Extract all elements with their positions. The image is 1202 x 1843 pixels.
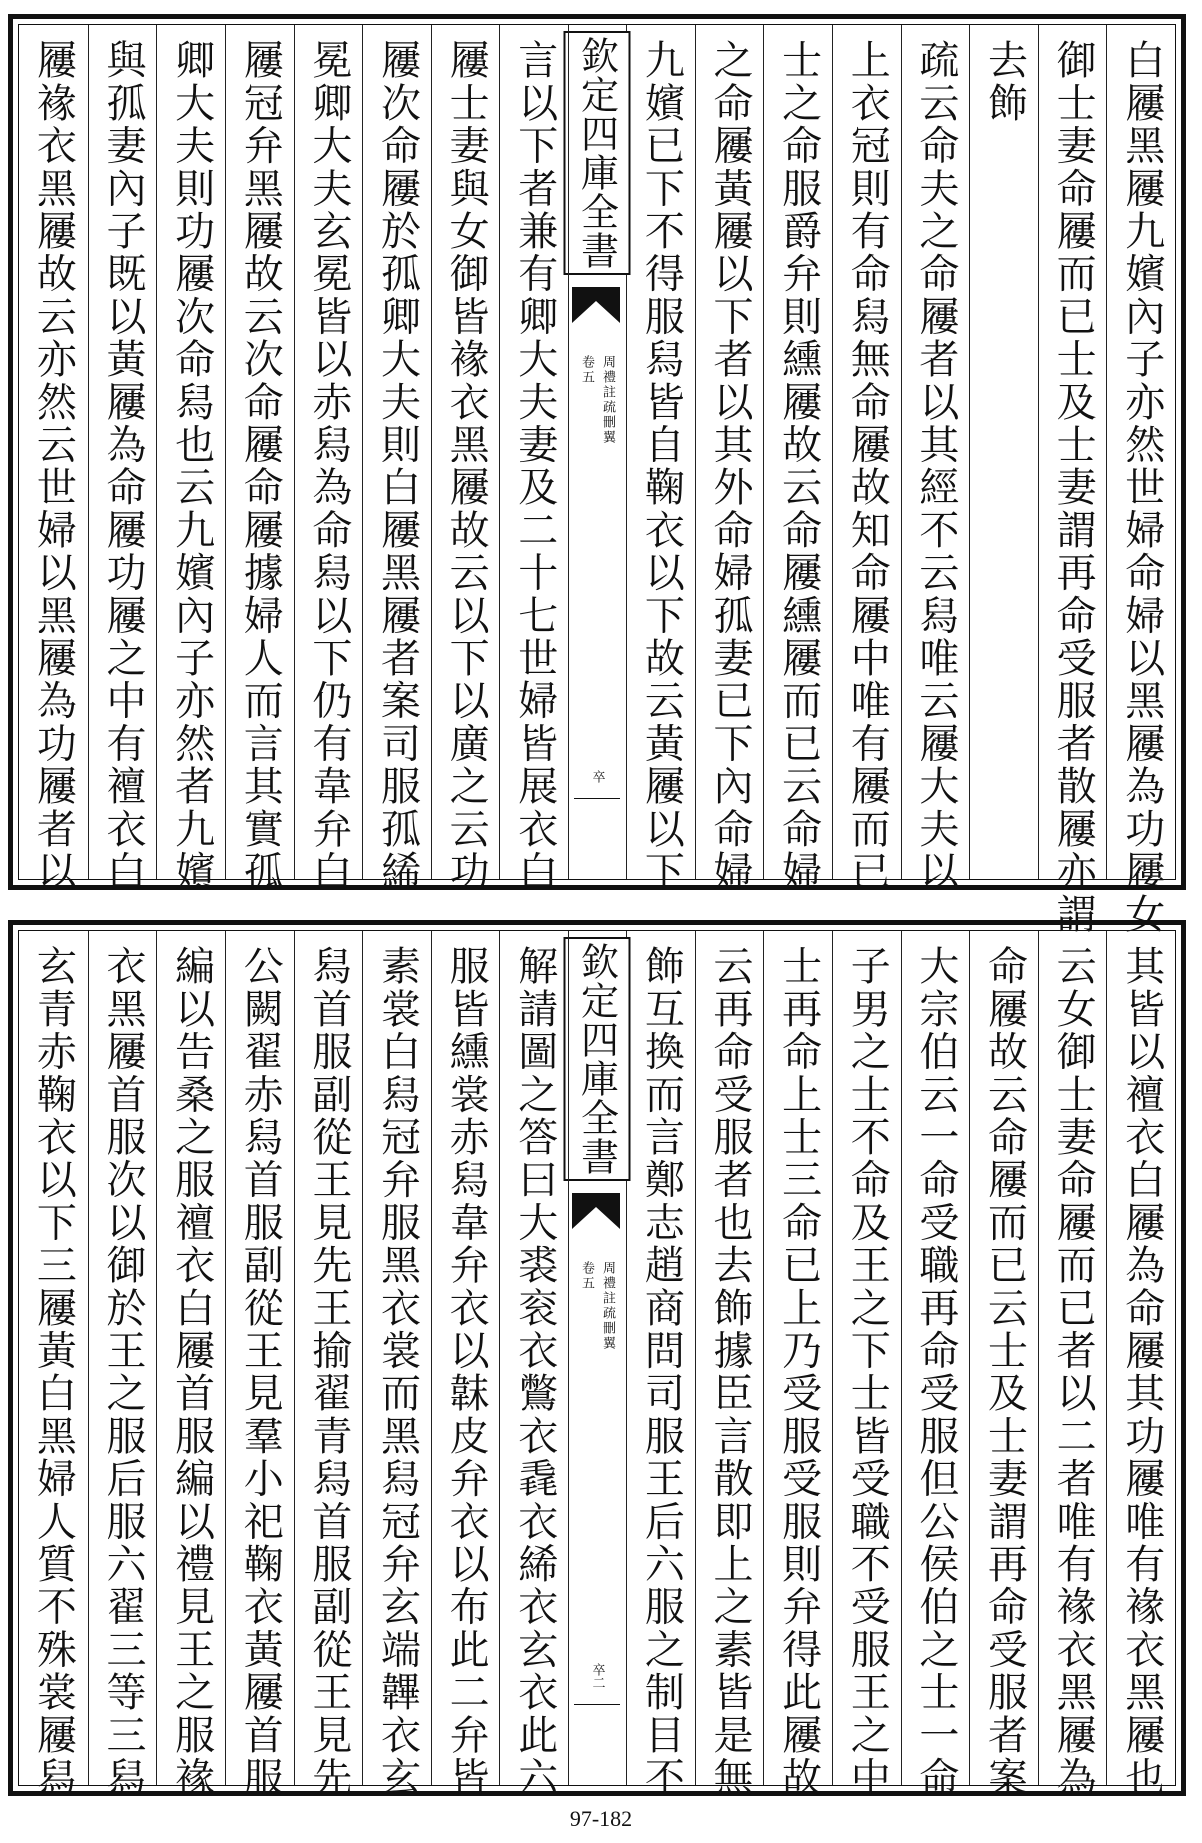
text-column	[626, 25, 696, 893]
text-column	[19, 25, 88, 893]
column-text: 云再命受服者也去飾據臣言散即上之素皆是無	[706, 945, 753, 1799]
text-column	[431, 25, 501, 893]
text-column	[156, 931, 226, 1799]
column-text: 言以下者兼有卿大夫妻及二十七世婦皆展衣白	[511, 39, 558, 893]
center-header-column	[568, 25, 626, 879]
text-column	[1038, 25, 1108, 936]
column-text: 子男之士不命及王之下士皆受職不受服王之中	[844, 945, 891, 1799]
text-column	[225, 931, 295, 1799]
text-column	[832, 931, 902, 1799]
text-column	[969, 25, 1039, 879]
column-text: 屨褖衣黑屨故云亦然云世婦以黑屨為功屨者以	[30, 39, 77, 893]
column-text: 舄首服副從王見先王揄翟青舄首服副從王見先	[305, 945, 352, 1799]
column-text: 屨次命屨於孤卿大夫則白屨黑屨者案司服孤絺	[374, 39, 421, 893]
column-text: 公闕翟赤舄首服副從王見羣小祀鞠衣黃屨首服	[237, 945, 284, 1799]
column-text: 上衣冠則有命舄無命屨故知命屨中唯有屨而已	[844, 39, 891, 893]
column-text: 九嬪已下不得服舄皆自鞠衣以下故云黃屨以下	[638, 39, 685, 893]
volume-label: 卷五	[579, 1261, 594, 1291]
fish-tail-ornament-icon	[572, 1193, 620, 1229]
column-text: 其皆以襢衣白屨為命屨其功屨唯有褖衣黑屨也	[1118, 945, 1165, 1799]
text-column	[763, 931, 833, 1799]
text-column	[156, 25, 226, 893]
text-column	[832, 25, 902, 893]
center-divider	[568, 25, 569, 879]
text-column	[763, 25, 833, 893]
column-text: 編以告桑之服襢衣白屨首服編以禮見王之服褖	[168, 945, 215, 1799]
volume-meta	[577, 355, 617, 445]
text-column	[695, 931, 765, 1799]
column-text: 屨士妻與女御皆褖衣黑屨故云以下以廣之云功	[443, 39, 490, 893]
column-text: 與孤妻內子既以黃屨為命屨功屨之中有襢衣白	[99, 39, 146, 893]
column-text: 去飾	[981, 39, 1028, 125]
center-divider	[568, 931, 569, 1785]
leaf-number: 卒二	[589, 1663, 605, 1689]
center-rule	[574, 1704, 620, 1705]
text-column	[626, 931, 696, 1799]
text-column	[294, 25, 364, 893]
column-text: 素裳白舄冠弁服黑衣裳而黑舄冠弁玄端韠衣玄	[374, 945, 421, 1799]
text-column	[1106, 25, 1176, 936]
upper-page-frame	[18, 24, 1176, 936]
book-subtitle: 周禮註疏刪翼	[600, 1261, 615, 1351]
column-text: 玄青赤鞠衣以下三屨黃白黑婦人質不殊裳屨舄	[30, 945, 77, 1799]
text-column	[225, 25, 295, 893]
text-column	[88, 931, 158, 1799]
text-column	[431, 931, 501, 1799]
column-text: 命屨故云命屨而已云士及士妻謂再命受服者案	[981, 945, 1028, 1799]
volume-label: 卷五	[579, 355, 594, 385]
text-column	[362, 25, 432, 893]
book-title: 欽定四庫全書	[564, 31, 631, 275]
text-column	[499, 931, 569, 1799]
text-column	[294, 931, 364, 1799]
column-text: 大宗伯云一命受職再命受服但公侯伯之士一命	[912, 945, 959, 1799]
book-title: 欽定四庫全書	[564, 937, 631, 1181]
column-text: 士之命服爵弁則纁屨故云命屨纁屨而已云命婦	[775, 39, 822, 893]
column-text: 飾互換而言鄭志趙商問司服王后六服之制目不	[638, 945, 685, 1799]
column-text: 屨冠弁黑屨故云次命屨命屨據婦人而言其實孤	[237, 39, 284, 893]
text-column	[1038, 931, 1108, 1799]
column-text: 服皆纁裳赤舄韋弁衣以韎皮弁衣以布此二弁皆	[443, 945, 490, 1799]
column-text: 白屨黑屨九嬪內子亦然世婦命婦以黑屨為功屨女	[1118, 39, 1165, 936]
column-text: 衣黑屨首服次以御於王之服后服六翟三等三舄	[99, 945, 146, 1799]
text-column	[19, 931, 88, 1799]
center-rule	[574, 798, 620, 799]
column-text: 云女御士妻命屨而已者以二者唯有褖衣黑屨為	[1050, 945, 1097, 1799]
text-column	[1106, 931, 1176, 1799]
text-column	[901, 931, 971, 1799]
volume-meta	[577, 1261, 617, 1351]
lower-page	[8, 920, 1186, 1799]
text-column	[695, 25, 765, 893]
leaf-number: 卒	[589, 770, 605, 783]
upper-page	[8, 14, 1186, 936]
text-column	[362, 931, 432, 1799]
fish-tail-ornament-icon	[572, 287, 620, 323]
book-subtitle: 周禮註疏刪翼	[600, 355, 615, 445]
column-text: 御士妻命屨而已士及士妻謂再命受服者散屨亦謂	[1050, 39, 1097, 936]
column-text: 之命屨黃屨以下者以其外命婦孤妻已下內命婦	[706, 39, 753, 893]
column-text: 冕卿大夫玄冕皆以赤舄為命舄以下仍有韋弁白	[305, 39, 352, 893]
text-column	[969, 931, 1039, 1799]
column-text: 解請圖之答曰大裘衮衣鷩衣毳衣絺衣玄衣此六	[511, 945, 558, 1799]
lower-page-frame	[18, 930, 1176, 1799]
column-text: 疏云命夫之命屨者以其經不云舄唯云屨大夫以	[912, 39, 959, 893]
center-header-column	[568, 931, 626, 1785]
text-column	[901, 25, 971, 893]
column-text: 士再命上士三命已上乃受服受服則弁得此屨故	[775, 945, 822, 1799]
text-column	[88, 25, 158, 893]
column-text: 卿大夫則功屨次命舄也云九嬪內子亦然者九嬪	[168, 39, 215, 893]
page-number: 97-182	[569, 1806, 633, 1831]
text-column	[499, 25, 569, 893]
